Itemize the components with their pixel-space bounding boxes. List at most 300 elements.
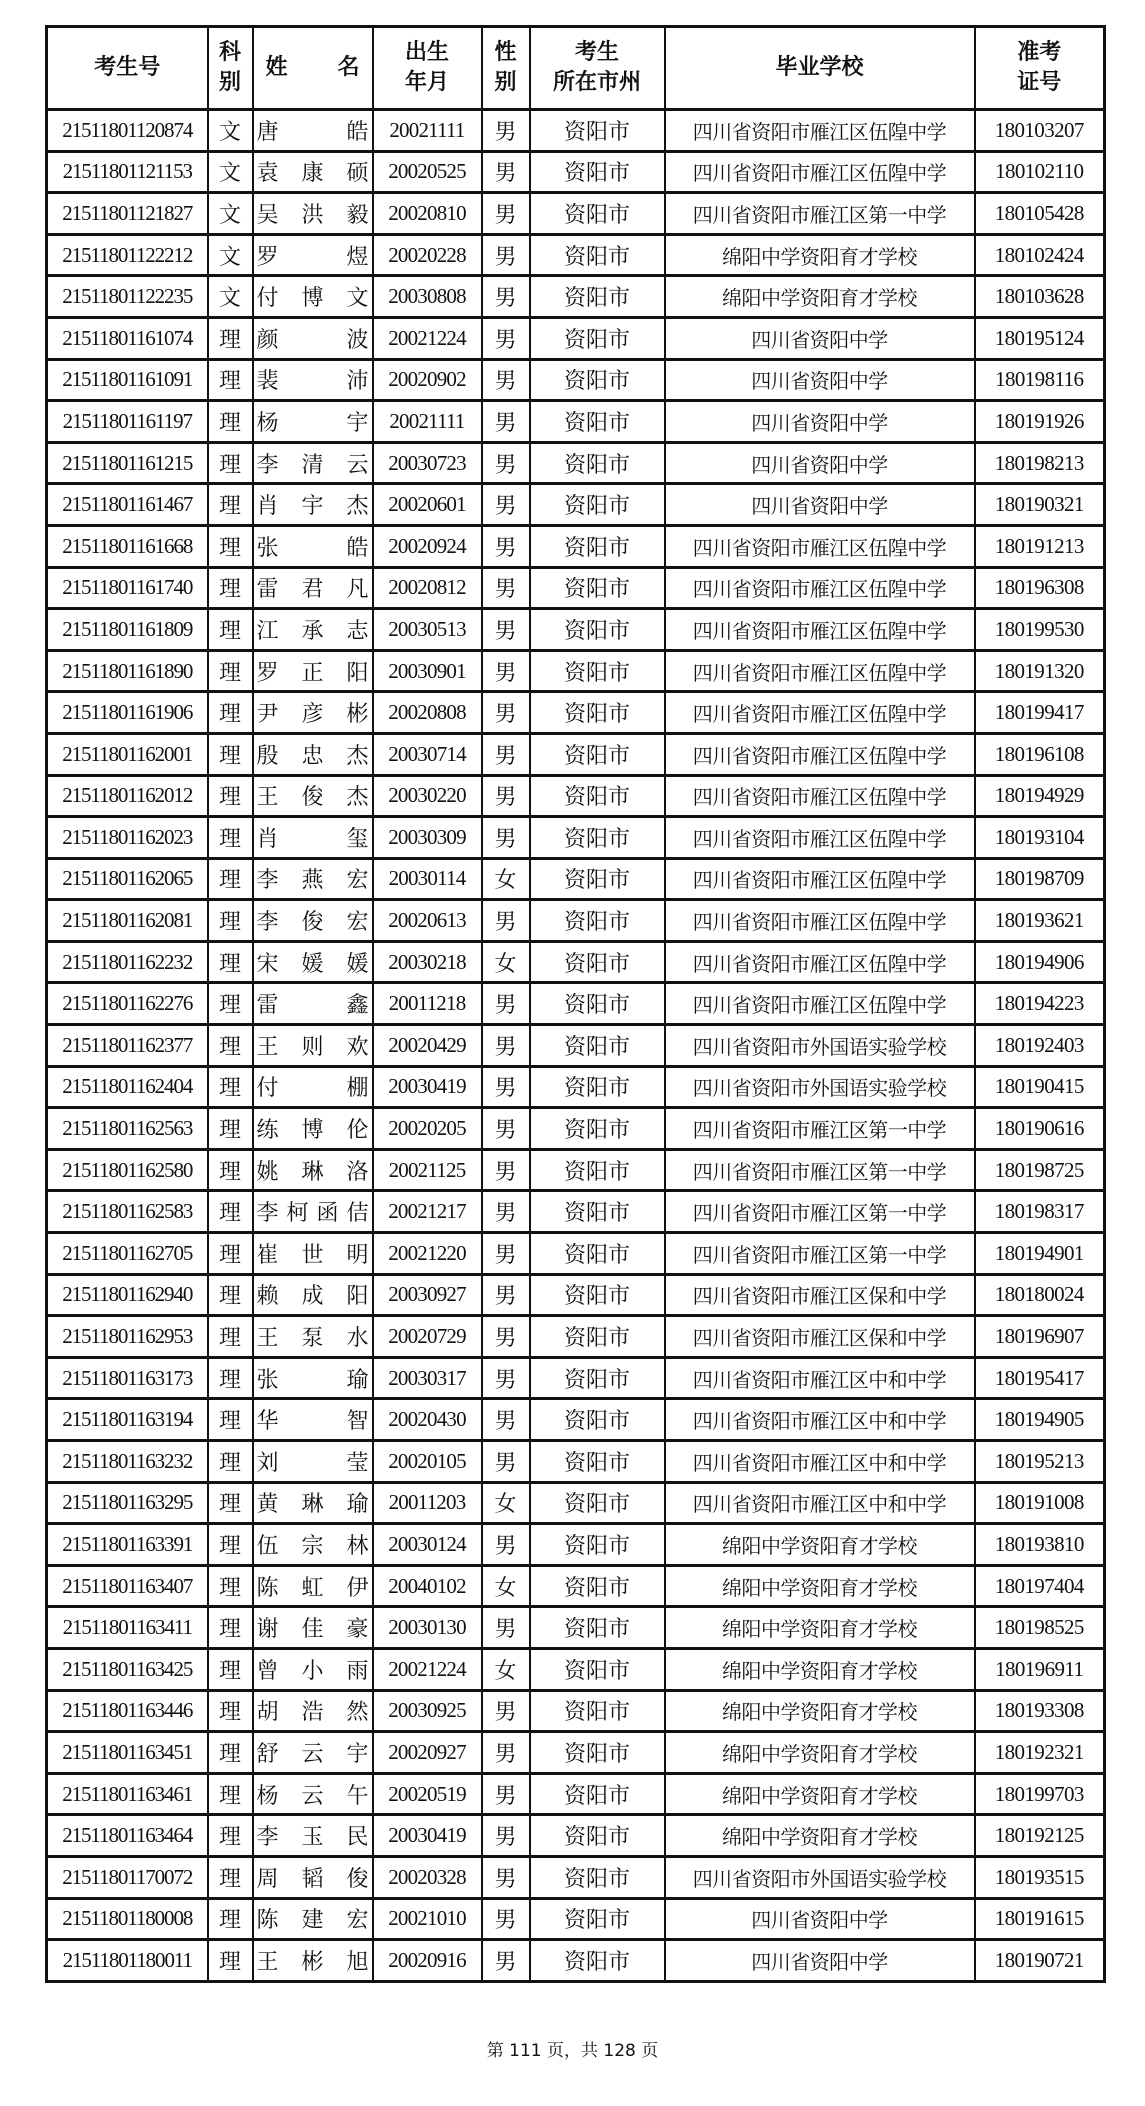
subject-cell: 理 <box>208 1066 253 1108</box>
header-subject: 科 别 <box>208 27 253 110</box>
gender-cell: 男 <box>482 1856 530 1898</box>
student-name: 肖玺 <box>256 825 369 851</box>
student-name: 江承志 <box>256 617 369 643</box>
admission-no-cell: 180195213 <box>975 1441 1105 1483</box>
gender-cell: 男 <box>482 1940 530 1982</box>
student-name: 陈虹伊 <box>256 1574 369 1600</box>
subject-cell: 理 <box>208 941 253 983</box>
exam-no-cell: 21511801161740 <box>47 567 208 609</box>
admission-no-cell: 180199530 <box>975 609 1105 651</box>
subject-cell: 理 <box>208 692 253 734</box>
gender-cell: 男 <box>482 1690 530 1732</box>
gender-cell: 男 <box>482 733 530 775</box>
birth-date-cell: 20020916 <box>373 1940 482 1982</box>
subject-cell: 理 <box>208 817 253 859</box>
city-cell: 资阳市 <box>530 1274 665 1316</box>
subject-cell: 理 <box>208 1441 253 1483</box>
student-name-cell <box>253 941 373 983</box>
gender-cell: 男 <box>482 775 530 817</box>
admission-no-cell: 180193308 <box>975 1690 1105 1732</box>
gender-cell: 男 <box>482 900 530 942</box>
page-number: 第 111 页，共 128 页 <box>486 2041 659 2061</box>
city-cell: 资阳市 <box>530 1898 665 1940</box>
school-cell: 四川省资阳市雁江区伍隍中学 <box>665 983 975 1025</box>
birth-date-cell: 20020430 <box>373 1399 482 1441</box>
birth-date-cell: 20020729 <box>373 1316 482 1358</box>
header-city: 考生 所在市州 <box>530 27 665 110</box>
student-name: 华智 <box>256 1408 369 1434</box>
exam-no-cell: 21511801161668 <box>47 525 208 567</box>
student-name-cell <box>253 1898 373 1940</box>
birth-date-cell: 20040102 <box>373 1565 482 1607</box>
subject-cell: 理 <box>208 1565 253 1607</box>
gender-cell: 男 <box>482 484 530 526</box>
school-cell: 四川省资阳市雁江区中和中学 <box>665 1441 975 1483</box>
student-name: 张皓 <box>256 534 369 560</box>
city-cell: 资阳市 <box>530 1940 665 1982</box>
exam-no-cell: 21511801163464 <box>47 1815 208 1857</box>
student-name: 雷君凡 <box>256 576 369 602</box>
student-name-cell <box>253 1732 373 1774</box>
header-school: 毕业学校 <box>665 27 975 110</box>
table-row <box>47 858 1105 900</box>
student-name-cell <box>253 151 373 193</box>
table-row <box>47 692 1105 734</box>
exam-no-cell: 21511801161197 <box>47 401 208 443</box>
gender-cell: 男 <box>482 1524 530 1566</box>
city-cell: 资阳市 <box>530 1108 665 1150</box>
school-cell: 绵阳中学资阳育才学校 <box>665 1524 975 1566</box>
city-cell: 资阳市 <box>530 234 665 276</box>
header-gender: 性 别 <box>482 27 530 110</box>
subject-cell: 文 <box>208 151 253 193</box>
gender-cell: 男 <box>482 1815 530 1857</box>
student-name: 付博文 <box>256 285 369 311</box>
exam-no-cell: 21511801161467 <box>47 484 208 526</box>
birth-date-cell: 20030419 <box>373 1815 482 1857</box>
admission-no-cell: 180196108 <box>975 733 1105 775</box>
school-cell: 四川省资阳市雁江区伍隍中学 <box>665 609 975 651</box>
table-row <box>47 1690 1105 1732</box>
city-cell: 资阳市 <box>530 1607 665 1649</box>
header-admission-text: 准考证号 <box>1017 40 1062 95</box>
birth-date-cell: 20020525 <box>373 151 482 193</box>
subject-cell: 理 <box>208 1856 253 1898</box>
city-cell: 资阳市 <box>530 193 665 235</box>
table-row <box>47 525 1105 567</box>
student-name: 练博伦 <box>256 1117 369 1143</box>
birth-date-cell: 20020613 <box>373 900 482 942</box>
student-name-cell <box>253 817 373 859</box>
table-row <box>47 110 1105 152</box>
city-cell: 资阳市 <box>530 1149 665 1191</box>
birth-date-cell: 20020924 <box>373 525 482 567</box>
student-name: 杨宇 <box>256 409 369 435</box>
student-name-cell <box>253 317 373 359</box>
student-name-cell <box>253 1108 373 1150</box>
student-name: 王则欢 <box>256 1033 369 1059</box>
school-cell: 绵阳中学资阳育才学校 <box>665 276 975 318</box>
gender-cell: 男 <box>482 525 530 567</box>
student-name: 崔世明 <box>256 1241 369 1267</box>
student-name-cell <box>253 276 373 318</box>
city-cell: 资阳市 <box>530 1565 665 1607</box>
table-header-row <box>47 27 1105 110</box>
table-row <box>47 1399 1105 1441</box>
city-cell: 资阳市 <box>530 900 665 942</box>
exam-no-cell: 21511801161906 <box>47 692 208 734</box>
city-cell: 资阳市 <box>530 983 665 1025</box>
table-row <box>47 1773 1105 1815</box>
subject-cell: 理 <box>208 1690 253 1732</box>
student-name: 陈建宏 <box>256 1907 369 1933</box>
student-name-cell <box>253 900 373 942</box>
subject-cell: 理 <box>208 1732 253 1774</box>
birth-date-cell: 20030419 <box>373 1066 482 1108</box>
subject-cell: 理 <box>208 775 253 817</box>
city-cell: 资阳市 <box>530 317 665 359</box>
table-row <box>47 401 1105 443</box>
exam-no-cell: 21511801120874 <box>47 110 208 152</box>
exam-no-cell: 21511801122235 <box>47 276 208 318</box>
school-cell: 四川省资阳市雁江区伍隍中学 <box>665 567 975 609</box>
student-name-cell <box>253 1233 373 1275</box>
gender-cell: 男 <box>482 1025 530 1067</box>
city-cell: 资阳市 <box>530 1648 665 1690</box>
admission-no-cell: 180102424 <box>975 234 1105 276</box>
exam-no-cell: 21511801180011 <box>47 1940 208 1982</box>
school-cell: 四川省资阳市雁江区伍隍中学 <box>665 151 975 193</box>
school-cell: 四川省资阳中学 <box>665 442 975 484</box>
admission-no-cell: 180193515 <box>975 1856 1105 1898</box>
table-row <box>47 650 1105 692</box>
city-cell: 资阳市 <box>530 151 665 193</box>
gender-cell: 男 <box>482 1732 530 1774</box>
exam-no-cell: 21511801121827 <box>47 193 208 235</box>
table-row <box>47 1815 1105 1857</box>
student-name: 付棚 <box>256 1075 369 1101</box>
birth-date-cell: 20030130 <box>373 1607 482 1649</box>
student-name-cell <box>253 193 373 235</box>
admission-no-cell: 180103207 <box>975 110 1105 152</box>
exam-no-cell: 21511801162563 <box>47 1108 208 1150</box>
school-cell: 四川省资阳市雁江区第一中学 <box>665 1108 975 1150</box>
exam-no-cell: 21511801162953 <box>47 1316 208 1358</box>
student-name: 曾小雨 <box>256 1657 369 1683</box>
table-row <box>47 317 1105 359</box>
exam-no-cell: 21511801163461 <box>47 1773 208 1815</box>
table-row <box>47 1732 1105 1774</box>
city-cell: 资阳市 <box>530 1690 665 1732</box>
school-cell: 绵阳中学资阳育才学校 <box>665 1607 975 1649</box>
city-cell: 资阳市 <box>530 1482 665 1524</box>
admission-list-table <box>45 25 1106 1983</box>
school-cell: 四川省资阳市雁江区中和中学 <box>665 1399 975 1441</box>
city-cell: 资阳市 <box>530 567 665 609</box>
birth-date-cell: 20011218 <box>373 983 482 1025</box>
table-row <box>47 941 1105 983</box>
gender-cell: 男 <box>482 609 530 651</box>
table-row <box>47 1940 1105 1982</box>
subject-cell: 理 <box>208 1357 253 1399</box>
birth-date-cell: 20020927 <box>373 1732 482 1774</box>
student-name: 胡浩然 <box>256 1699 369 1725</box>
school-cell: 四川省资阳中学 <box>665 317 975 359</box>
admission-no-cell: 180196911 <box>975 1648 1105 1690</box>
table-row <box>47 1565 1105 1607</box>
school-cell: 四川省资阳市雁江区伍隍中学 <box>665 775 975 817</box>
student-name-cell <box>253 692 373 734</box>
admission-no-cell: 180198213 <box>975 442 1105 484</box>
admission-no-cell: 180103628 <box>975 276 1105 318</box>
exam-no-cell: 21511801162276 <box>47 983 208 1025</box>
school-cell: 四川省资阳中学 <box>665 484 975 526</box>
exam-no-cell: 21511801163411 <box>47 1607 208 1649</box>
birth-date-cell: 20030309 <box>373 817 482 859</box>
city-cell: 资阳市 <box>530 1357 665 1399</box>
student-name-cell <box>253 1316 373 1358</box>
student-name-cell <box>253 1856 373 1898</box>
subject-cell: 理 <box>208 1648 253 1690</box>
city-cell: 资阳市 <box>530 110 665 152</box>
birth-date-cell: 20020808 <box>373 692 482 734</box>
school-cell: 四川省资阳中学 <box>665 1940 975 1982</box>
admission-no-cell: 180190616 <box>975 1108 1105 1150</box>
admission-no-cell: 180180024 <box>975 1274 1105 1316</box>
exam-no-cell: 21511801121153 <box>47 151 208 193</box>
exam-no-cell: 21511801162583 <box>47 1191 208 1233</box>
city-cell: 资阳市 <box>530 609 665 651</box>
student-name: 殷忠杰 <box>256 742 369 768</box>
student-name-cell <box>253 1149 373 1191</box>
exam-no-cell: 21511801163391 <box>47 1524 208 1566</box>
gender-cell: 男 <box>482 1108 530 1150</box>
birth-date-cell: 20030317 <box>373 1357 482 1399</box>
school-cell: 四川省资阳市雁江区伍隍中学 <box>665 733 975 775</box>
school-cell: 四川省资阳市雁江区第一中学 <box>665 1149 975 1191</box>
table-row <box>47 359 1105 401</box>
admission-no-cell: 180193810 <box>975 1524 1105 1566</box>
subject-cell: 理 <box>208 442 253 484</box>
student-name-cell <box>253 1441 373 1483</box>
school-cell: 四川省资阳市雁江区伍隍中学 <box>665 110 975 152</box>
student-name-cell <box>253 1399 373 1441</box>
subject-cell: 理 <box>208 567 253 609</box>
student-name: 周韬俊 <box>256 1865 369 1891</box>
student-name-cell <box>253 442 373 484</box>
admission-no-cell: 180194929 <box>975 775 1105 817</box>
table-row <box>47 151 1105 193</box>
subject-cell: 理 <box>208 609 253 651</box>
student-name: 李俊宏 <box>256 909 369 935</box>
city-cell: 资阳市 <box>530 775 665 817</box>
header-birth <box>373 27 482 110</box>
birth-date-cell: 20030901 <box>373 650 482 692</box>
student-name: 李柯函佶 <box>256 1200 369 1226</box>
birth-date-cell: 20030218 <box>373 941 482 983</box>
gender-cell: 男 <box>482 1066 530 1108</box>
gender-cell: 男 <box>482 1357 530 1399</box>
school-cell: 绵阳中学资阳育才学校 <box>665 1565 975 1607</box>
exam-no-cell: 21511801163194 <box>47 1399 208 1441</box>
admission-no-cell: 180198317 <box>975 1191 1105 1233</box>
birth-date-cell: 20021111 <box>373 110 482 152</box>
table-row <box>47 775 1105 817</box>
subject-cell: 理 <box>208 900 253 942</box>
student-name-cell <box>253 1025 373 1067</box>
subject-cell: 理 <box>208 650 253 692</box>
subject-cell: 理 <box>208 1524 253 1566</box>
birth-date-cell: 20020601 <box>373 484 482 526</box>
exam-no-cell: 21511801161890 <box>47 650 208 692</box>
subject-cell: 文 <box>208 110 253 152</box>
table-row <box>47 609 1105 651</box>
student-name-cell <box>253 1607 373 1649</box>
birth-date-cell: 20020429 <box>373 1025 482 1067</box>
birth-date-cell: 20021224 <box>373 1648 482 1690</box>
table-row <box>47 1025 1105 1067</box>
birth-date-cell: 20030513 <box>373 609 482 651</box>
table-row <box>47 276 1105 318</box>
table-row <box>47 817 1105 859</box>
exam-no-cell: 21511801161215 <box>47 442 208 484</box>
admission-no-cell: 180193104 <box>975 817 1105 859</box>
subject-cell: 理 <box>208 1233 253 1275</box>
gender-cell: 男 <box>482 1233 530 1275</box>
subject-cell: 理 <box>208 484 253 526</box>
subject-cell: 理 <box>208 1482 253 1524</box>
student-name: 李燕宏 <box>256 867 369 893</box>
school-cell: 四川省资阳市雁江区伍隍中学 <box>665 650 975 692</box>
student-name-cell <box>253 858 373 900</box>
student-name-cell <box>253 1482 373 1524</box>
school-cell: 四川省资阳市雁江区中和中学 <box>665 1357 975 1399</box>
school-cell: 四川省资阳市雁江区保和中学 <box>665 1274 975 1316</box>
admission-no-cell: 180195417 <box>975 1357 1105 1399</box>
student-name-cell <box>253 1524 373 1566</box>
student-name-cell <box>253 1940 373 1982</box>
student-name-cell <box>253 525 373 567</box>
student-name: 舒云宇 <box>256 1740 369 1766</box>
student-name-cell <box>253 733 373 775</box>
table-row <box>47 1108 1105 1150</box>
city-cell: 资阳市 <box>530 1316 665 1358</box>
table-row <box>47 1648 1105 1690</box>
student-name: 罗正阳 <box>256 659 369 685</box>
exam-no-cell: 21511801162012 <box>47 775 208 817</box>
admission-no-cell: 180102110 <box>975 151 1105 193</box>
student-name: 唐皓 <box>256 118 369 144</box>
student-name: 李清云 <box>256 451 369 477</box>
student-name: 裴沛 <box>256 368 369 394</box>
birth-date-cell: 20030927 <box>373 1274 482 1316</box>
header-name-text: 姓 名 <box>265 55 360 80</box>
subject-cell: 理 <box>208 1149 253 1191</box>
admission-no-cell: 180199417 <box>975 692 1105 734</box>
student-name: 罗煜 <box>256 243 369 269</box>
city-cell: 资阳市 <box>530 1441 665 1483</box>
school-cell: 四川省资阳市外国语实验学校 <box>665 1066 975 1108</box>
student-name-cell <box>253 775 373 817</box>
gender-cell: 男 <box>482 1898 530 1940</box>
gender-cell: 男 <box>482 234 530 276</box>
admission-no-cell: 180195124 <box>975 317 1105 359</box>
gender-cell: 女 <box>482 941 530 983</box>
school-cell: 四川省资阳中学 <box>665 359 975 401</box>
student-name: 张瑜 <box>256 1366 369 1392</box>
birth-date-cell: 20021125 <box>373 1149 482 1191</box>
school-cell: 四川省资阳市雁江区伍隍中学 <box>665 900 975 942</box>
table-row <box>47 1274 1105 1316</box>
city-cell: 资阳市 <box>530 1191 665 1233</box>
student-name-cell <box>253 1274 373 1316</box>
city-cell: 资阳市 <box>530 1732 665 1774</box>
student-name-cell <box>253 609 373 651</box>
gender-cell: 男 <box>482 401 530 443</box>
birth-date-cell: 20030714 <box>373 733 482 775</box>
city-cell: 资阳市 <box>530 484 665 526</box>
birth-date-cell: 20030925 <box>373 1690 482 1732</box>
table-row <box>47 1482 1105 1524</box>
admission-no-cell: 180191320 <box>975 650 1105 692</box>
subject-cell: 理 <box>208 525 253 567</box>
admission-no-cell: 180190415 <box>975 1066 1105 1108</box>
student-name: 杨云午 <box>256 1782 369 1808</box>
exam-no-cell: 21511801122212 <box>47 234 208 276</box>
gender-cell: 男 <box>482 276 530 318</box>
table-body <box>47 110 1105 1982</box>
admission-no-cell: 180196907 <box>975 1316 1105 1358</box>
admission-no-cell: 180191213 <box>975 525 1105 567</box>
header-exam-no: 考生号 <box>47 27 208 110</box>
birth-date-cell: 20021217 <box>373 1191 482 1233</box>
gender-cell: 男 <box>482 1191 530 1233</box>
student-name: 宋媛媛 <box>256 950 369 976</box>
table-row <box>47 234 1105 276</box>
student-name-cell <box>253 650 373 692</box>
subject-cell: 理 <box>208 1108 253 1150</box>
student-name: 尹彦彬 <box>256 701 369 727</box>
admission-no-cell: 180198116 <box>975 359 1105 401</box>
birth-date-cell: 20021220 <box>373 1233 482 1275</box>
gender-cell: 女 <box>482 1482 530 1524</box>
subject-cell: 理 <box>208 1399 253 1441</box>
birth-date-cell: 20020328 <box>373 1856 482 1898</box>
city-cell: 资阳市 <box>530 1524 665 1566</box>
student-name-cell <box>253 234 373 276</box>
city-cell: 资阳市 <box>530 692 665 734</box>
student-name: 王俊杰 <box>256 784 369 810</box>
school-cell: 四川省资阳市雁江区第一中学 <box>665 193 975 235</box>
admission-no-cell: 180198525 <box>975 1607 1105 1649</box>
exam-no-cell: 21511801163446 <box>47 1690 208 1732</box>
city-cell: 资阳市 <box>530 817 665 859</box>
header-admission-no <box>975 27 1105 110</box>
student-name: 王泵水 <box>256 1325 369 1351</box>
school-cell: 绵阳中学资阳育才学校 <box>665 1732 975 1774</box>
city-cell: 资阳市 <box>530 1399 665 1441</box>
birth-date-cell: 20030114 <box>373 858 482 900</box>
exam-no-cell: 21511801162580 <box>47 1149 208 1191</box>
gender-cell: 女 <box>482 1648 530 1690</box>
gender-cell: 男 <box>482 1274 530 1316</box>
gender-cell: 男 <box>482 567 530 609</box>
student-name: 吴洪毅 <box>256 201 369 227</box>
school-cell: 四川省资阳市外国语实验学校 <box>665 1856 975 1898</box>
city-cell: 资阳市 <box>530 858 665 900</box>
gender-cell: 男 <box>482 1773 530 1815</box>
table-row <box>47 1191 1105 1233</box>
